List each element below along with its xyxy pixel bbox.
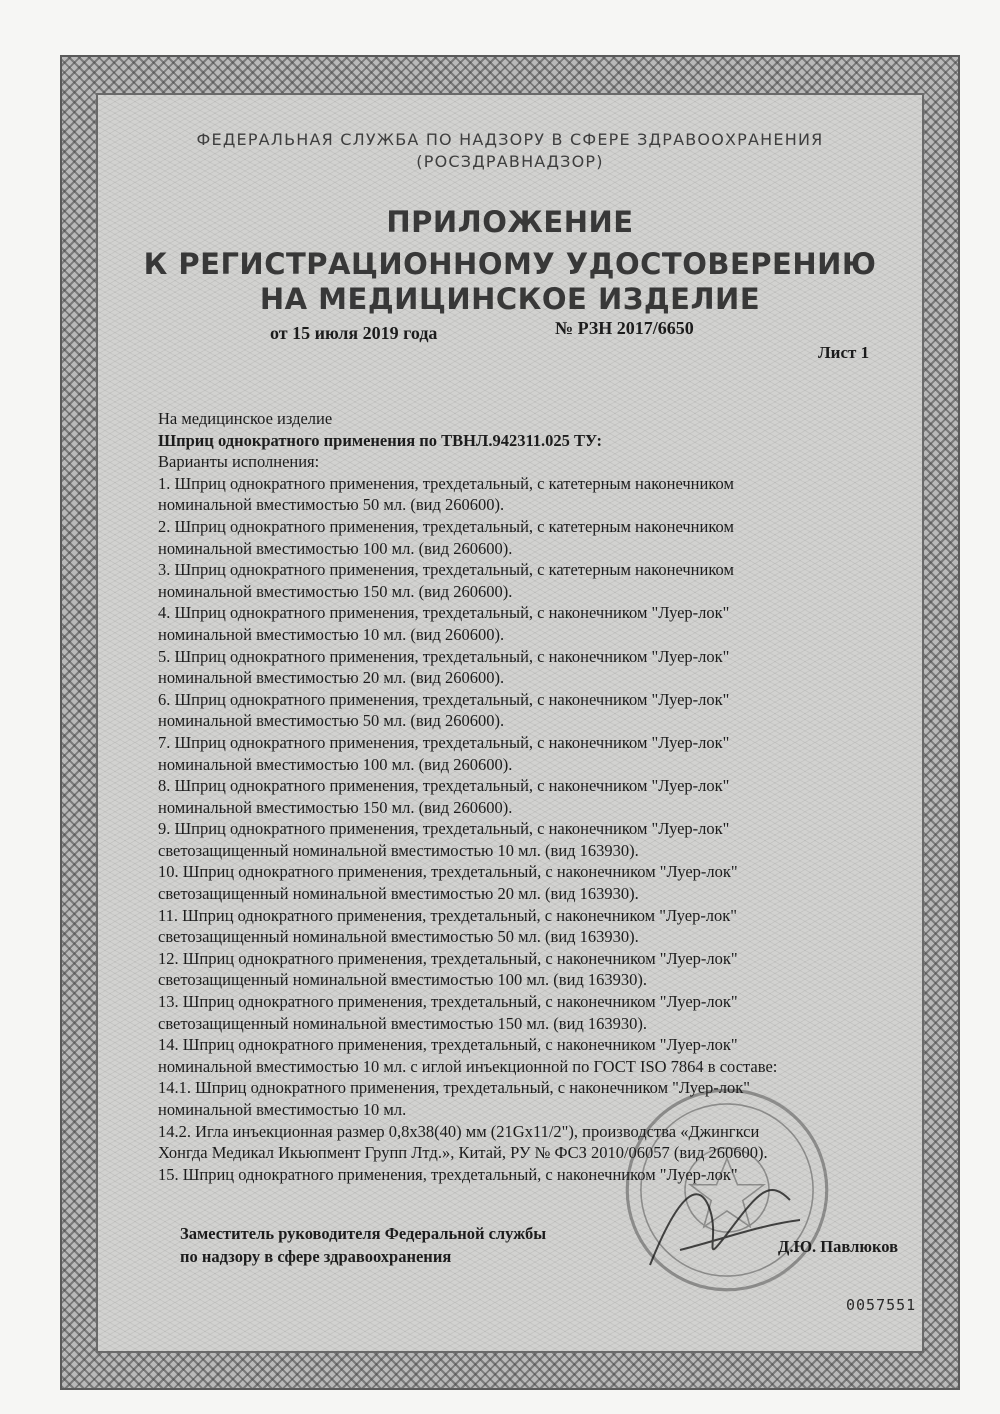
document-subtitle-1: К РЕГИСТРАЦИОННОМУ УДОСТОВЕРЕНИЮ [143,247,877,281]
body-line: 12. Шприц однократного применения, трехдетальный, с наконечником "Луер-лок" [158,948,738,968]
body-line: номинальной вместимостью 100 мл. (вид 260600). [158,754,513,774]
document-subtitle-2: НА МЕДИЦИНСКОЕ ИЗДЕЛИЕ [259,282,761,316]
signatory-title [180,1222,546,1268]
body-line: номинальной вместимостью 10 мл. с иглой инъекционной по ГОСТ ISO 7864 в составе: [158,1056,778,1076]
body-line: номинальной вместимостью 150 мл. (вид 260600). [158,581,513,601]
body-line: 1. Шприц однократного применения, трехдетальный, с катетерным наконечником [158,473,734,493]
body-line: номинальной вместимостью 50 мл. (вид 260600). [158,495,505,515]
signatory-name: Д.Ю. Павлюков [778,1237,898,1256]
agency-name: ФЕДЕРАЛЬНАЯ СЛУЖБА ПО НАДЗОРУ В СФЕРЕ ЗДРАВООХРАНЕНИЯ [196,130,824,149]
body-line: 8. Шприц однократного применения, трехдетальный, с наконечником "Луер-лок" [158,776,730,796]
registration-number: № РЗН 2017/6650 [555,318,694,338]
issue-date: от 15 июля 2019 года [270,323,438,343]
body-line: светозащищенный номинальной вместимостью 10 мл. (вид 163930). [158,840,639,860]
body-line: номинальной вместимостью 100 мл. (вид 260600). [158,538,513,558]
variants-label: Варианты исполнения: [158,452,320,472]
sheet-number: Лист 1 [818,343,870,362]
signatory-title-line2: по надзору в сфере здравоохранения [180,1247,452,1266]
body-line: 15. Шприц однократного применения, трехдетальный, с наконечником "Луер-лок" [158,1164,738,1184]
body-line: 13. Шприц однократного применения, трехдетальный, с наконечником "Луер-лок" [158,992,738,1012]
document-body [158,408,898,1185]
body-line: 2. Шприц однократного применения, трехдетальный, с катетерным наконечником [158,516,734,536]
serial-number: 0057551 [846,1296,917,1314]
agency-abbreviation: (РОСЗДРАВНАДЗОР) [416,152,604,171]
signature-icon [640,1170,810,1280]
body-line: 14. Шприц однократного применения, трехдетальный, с наконечником "Луер-лок" [158,1035,738,1055]
body-line: номинальной вместимостью 150 мл. (вид 260600). [158,797,513,817]
body-line: 3. Шприц однократного применения, трехдетальный, с катетерным наконечником [158,560,734,580]
body-line: 10. Шприц однократного применения, трехдетальный, с наконечником "Луер-лок" [158,862,738,882]
body-line: 7. Шприц однократного применения, трехдетальный, с наконечником "Луер-лок" [158,732,730,752]
body-line: номинальной вместимостью 10 мл. [158,1100,407,1119]
body-line: светозащищенный номинальной вместимостью 20 мл. (вид 163930). [158,884,639,904]
body-line: светозащищенный номинальной вместимостью 50 мл. (вид 163930). [158,927,639,947]
body-line: светозащищенный номинальной вместимостью 150 мл. (вид 163930). [158,1013,648,1033]
body-line: светозащищенный номинальной вместимостью 100 мл. (вид 163930). [158,970,648,990]
intro-line: На медицинское изделие [158,409,333,428]
product-name: Шприц однократного применения по ТВНЛ.942311.025 ТУ: [158,430,603,450]
document-title: ПРИЛОЖЕНИЕ [386,205,634,239]
signatory-title-line1: Заместитель руководителя Федеральной службы [180,1224,547,1243]
body-line: номинальной вместимостью 20 мл. (вид 260600). [158,668,505,688]
body-line: номинальной вместимостью 50 мл. (вид 260600). [158,711,505,731]
body-line: 14.1. Шприц однократного применения, трехдетальный, с наконечником "Луер-лок" [158,1078,751,1098]
body-line: 9. Шприц однократного применения, трехдетальный, с наконечником "Луер-лок" [158,819,730,839]
body-line: Хонгда Медикал Икьюпмент Групп Лтд.», Китай, РУ № ФСЗ 2010/06057 (вид 260600). [158,1143,768,1163]
body-line: 6. Шприц однократного применения, трехдетальный, с наконечником "Луер-лок" [158,689,730,709]
body-line: 14.2. Игла инъекционная размер 0,8х38(40) мм (21Gx11/2"), производства «Джингкси [158,1121,760,1141]
body-line: 4. Шприц однократного применения, трехдетальный, с наконечником "Луер-лок" [158,603,730,623]
body-line: 5. Шприц однократного применения, трехдетальный, с наконечником "Луер-лок" [158,646,730,666]
body-line: 11. Шприц однократного применения, трехдетальный, с наконечником "Луер-лок" [158,905,738,925]
body-line: номинальной вместимостью 10 мл. (вид 260600). [158,624,505,644]
